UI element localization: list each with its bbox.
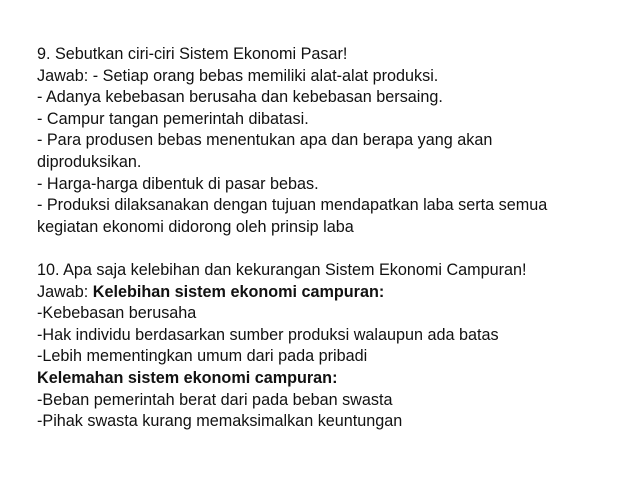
paragraph-spacer (37, 238, 627, 260)
answer-9-line-6: - Harga-harga dibentuk di pasar bebas. (37, 174, 319, 193)
answer-9-line-7: - Produksi dilaksanakan dengan tujuan mendapatkan laba serta semua (37, 196, 548, 215)
disadvantage-item: -Pihak swasta kurang memaksimalkan keuntungan (37, 412, 403, 431)
disadvantages-heading: Kelemahan sistem ekonomi campuran: (37, 368, 338, 387)
answer-prefix: Jawab: (37, 282, 93, 301)
question-10: 10. Apa saja kelebihan dan kekurangan Sistem Ekonomi Campuran! (37, 260, 527, 279)
answer-9-line-2: - Adanya kebebasan berusaha dan kebebasan bersaing. (37, 88, 443, 107)
answer-9-line-3: - Campur tangan pemerintah dibatasi. (37, 109, 309, 128)
advantage-item: -Kebebasan berusaha (37, 304, 197, 323)
advantage-item: -Lebih mementingkan umum dari pada pribadi (37, 347, 368, 366)
answer-10-intro (37, 282, 627, 304)
answer-9-line-4: - Para produsen bebas menentukan apa dan berapa yang akan (37, 131, 493, 150)
disadvantage-item: -Beban pemerintah berat dari pada beban swasta (37, 390, 393, 409)
slide-text-body (37, 44, 627, 433)
question-9: 9. Sebutkan ciri-ciri Sistem Ekonomi Pasar! (37, 45, 348, 63)
answer-9-line-5: diproduksikan. (37, 152, 142, 171)
answer-9-line-8: kegiatan ekonomi didorong oleh prinsip laba (37, 217, 354, 236)
advantage-item: -Hak individu berdasarkan sumber produksi walaupun ada batas (37, 325, 499, 344)
advantages-heading: Kelebihan sistem ekonomi campuran: (92, 282, 385, 301)
answer-9-line-1: Jawab: - Setiap orang bebas memiliki alat-alat produksi. (37, 66, 439, 85)
